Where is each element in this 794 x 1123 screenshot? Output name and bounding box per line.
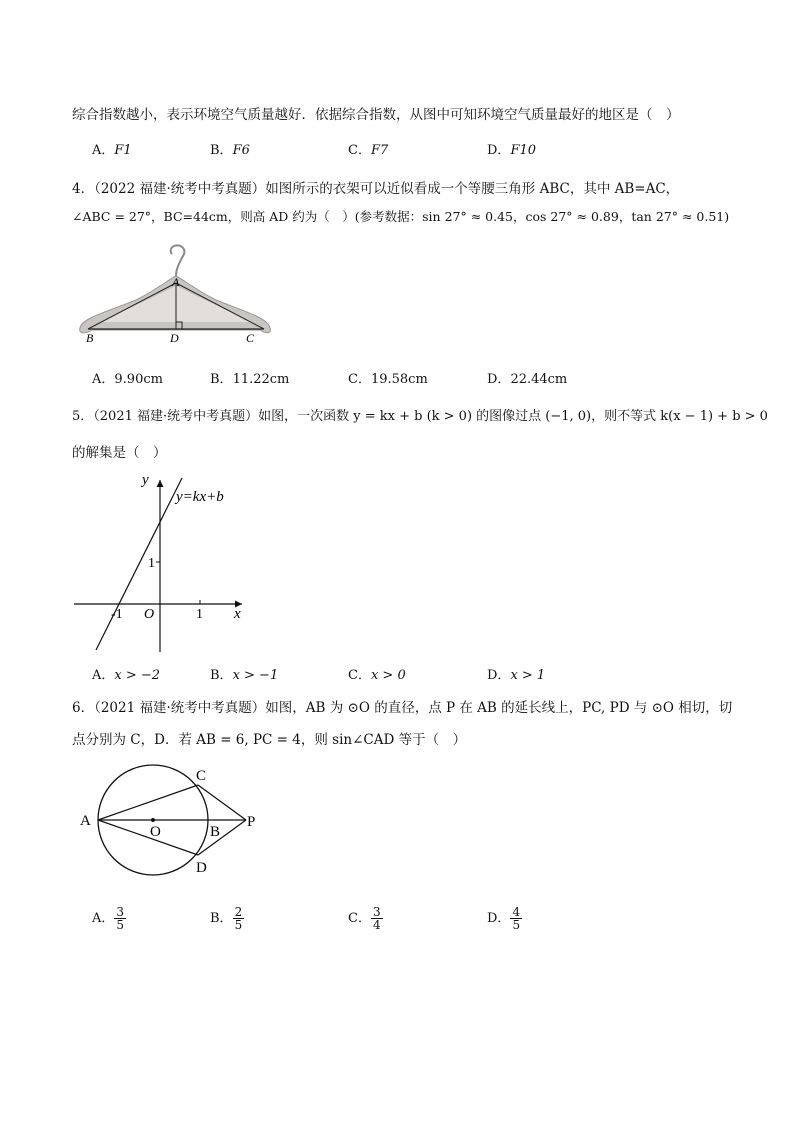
option-value: x > 1 [510, 668, 546, 683]
hanger-figure [76, 240, 276, 350]
q6-stem-line2: 点分别为 C，D．若 AB = 6, PC = 4，则 sin∠CAD 等于（ ） [72, 732, 467, 748]
option-value: F6 [232, 143, 250, 158]
fraction [510, 906, 522, 931]
q3-option-d[interactable] [487, 139, 536, 158]
q4-stem-line2: ∠ABC = 27°，BC=44cm，则高 AD 约为（ ）(参考数据：sin 27° ≈ 0.45，cos 27° ≈ 0.89，tan 27° ≈ 0.51) [72, 209, 730, 224]
x-tick-neg-label: -1 [111, 607, 123, 622]
label-o: O [150, 824, 161, 840]
denominator: 5 [234, 918, 243, 932]
segment-ad [98, 820, 198, 855]
x-tick-pos-label: 1 [196, 607, 203, 622]
q3-option-c[interactable] [348, 139, 388, 158]
fraction [114, 906, 126, 931]
q3-option-b[interactable] [210, 139, 250, 158]
label-a: A [80, 813, 91, 829]
option-value: 22.44cm [510, 372, 568, 387]
option-label: D． [487, 668, 511, 683]
q4-option-c[interactable] [348, 368, 428, 387]
label-a: A [172, 275, 180, 289]
option-value: F10 [510, 143, 536, 158]
option-label: C． [348, 372, 371, 387]
option-label: B． [210, 668, 233, 683]
denominator: 5 [512, 918, 521, 932]
label-d: D [170, 331, 179, 345]
q6-option-d[interactable] [487, 906, 522, 931]
q6-option-c[interactable] [348, 906, 383, 931]
label-b: B [86, 331, 94, 345]
option-value: 19.58cm [370, 372, 428, 387]
q4-option-b[interactable] [210, 368, 289, 387]
option-label: A． [92, 668, 115, 683]
q6-option-b[interactable] [210, 906, 244, 931]
numerator: 3 [372, 905, 381, 919]
linear-function-graph [70, 466, 260, 656]
option-label: C． [348, 143, 371, 158]
option-value: F7 [370, 143, 389, 158]
q5-option-c[interactable] [348, 664, 406, 683]
option-value: x > −2 [114, 668, 161, 683]
x-axis-label: x [234, 606, 241, 622]
y-axis-label: y [142, 472, 149, 488]
q5-option-a[interactable] [92, 664, 160, 683]
denominator: 4 [372, 918, 381, 932]
q3-option-a[interactable] [92, 139, 132, 158]
q3-stem-tail: 综合指数越小，表示环境空气质量越好．依据综合指数，从图中可知环境空气质量最好的地区是（ ） [72, 107, 680, 123]
q6-stem-line1: 6．（2021 福建·统考中考真题）如图，AB 为 ⊙O 的直径，点 P 在 AB 的延长线上，PC, PD 与 ⊙O 相切，切 [72, 700, 733, 716]
hanger-hook [171, 245, 185, 276]
option-label: B． [210, 143, 233, 158]
fraction [371, 906, 383, 931]
circle-tangent-figure [76, 762, 266, 882]
numerator: 4 [512, 905, 521, 919]
q5-stem-line1: 5．（2021 福建·统考中考真题）如图，一次函数 y = kx + b (k > 0) 的图像过点 (−1, 0)，则不等式 k(x − 1) + b > 0 [72, 409, 768, 424]
option-label: D． [487, 911, 511, 926]
line-equation-label: y=kx+b [176, 489, 224, 505]
q5-stem-line2: 的解集是（ ） [72, 445, 167, 461]
center-point [151, 818, 155, 822]
y-tick-label: 1 [148, 556, 155, 571]
numerator: 3 [116, 905, 125, 919]
option-label: D． [487, 372, 511, 387]
label-c: C [196, 768, 207, 784]
option-label: B． [210, 372, 233, 387]
option-value: 11.22cm [232, 372, 290, 387]
option-value: 9.90cm [114, 372, 163, 387]
segment-ac [98, 785, 198, 820]
option-label: D． [487, 143, 511, 158]
label-b: B [210, 824, 221, 840]
q4-option-a[interactable] [92, 368, 163, 387]
q5-option-d[interactable] [487, 664, 545, 683]
label-d: D [196, 860, 207, 876]
denominator: 5 [116, 918, 125, 932]
label-p: P [247, 814, 256, 830]
option-label: A． [92, 372, 115, 387]
q5-option-b[interactable] [210, 664, 278, 683]
function-line [96, 478, 182, 650]
q4-stem-line1: 4．（2022 福建·统考中考真题）如图所示的衣架可以近似看成一个等腰三角形 ABC，其中 AB=AC， [72, 181, 680, 197]
fraction [233, 906, 245, 931]
origin-label: O [144, 607, 155, 622]
option-label: A． [92, 911, 115, 926]
option-label: C． [348, 911, 371, 926]
option-label: C． [348, 668, 371, 683]
numerator: 2 [234, 905, 243, 919]
option-label: A． [92, 143, 115, 158]
option-value: F1 [114, 143, 132, 158]
q6-option-a[interactable] [92, 906, 126, 931]
q4-option-d[interactable] [487, 368, 567, 387]
label-c: C [246, 331, 255, 345]
option-value: x > 0 [370, 668, 406, 683]
option-label: B． [210, 911, 233, 926]
option-value: x > −1 [232, 668, 279, 683]
